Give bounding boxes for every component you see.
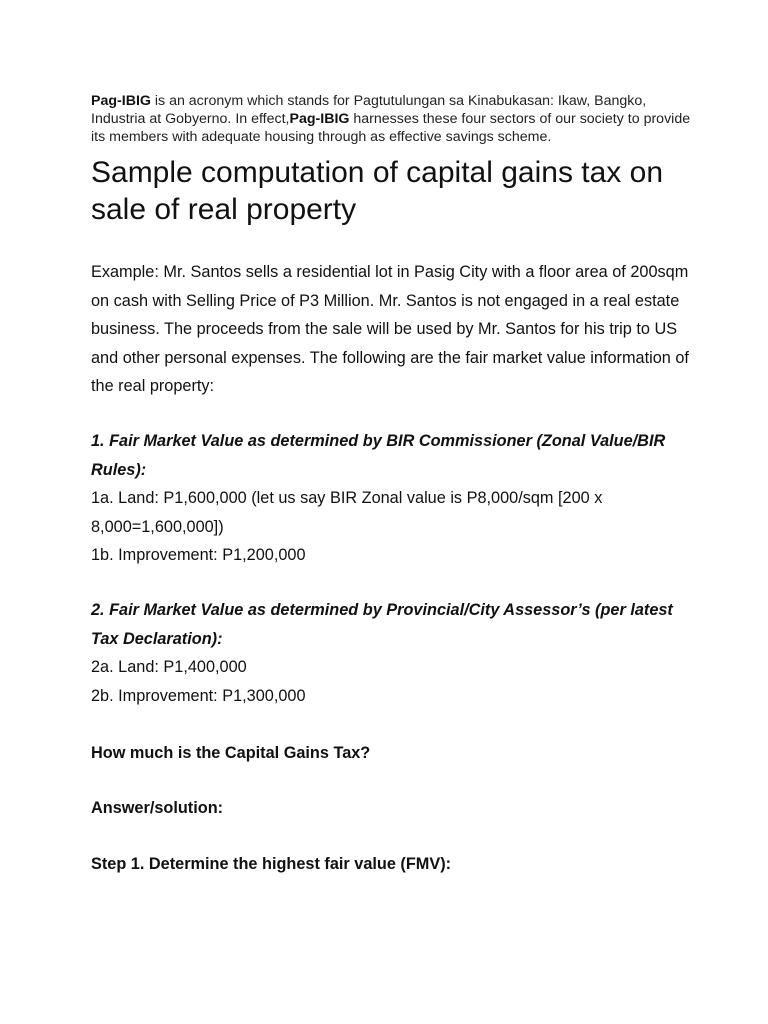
intro-text-1: is an acronym which stands for Pagtutulungan sa Kinabukasan: Ikaw, Bangko, Industria at Gobyerno. In effect, [91,93,647,127]
pagibig-term2-sep: - [315,111,321,127]
pagibig-term2-part1: Pag [289,111,316,127]
intro-paragraph [91,92,691,146]
section-assessor-improvement: 2b. Improvement: P1,300,000 [91,686,306,705]
pagibig-term-sep: - [117,93,122,109]
pagibig-term-part1: Pag [91,93,118,109]
answer-label: Answer/solution: [91,799,224,817]
pagibig-term-2 [289,111,349,127]
example-paragraph: Example: Mr. Santos sells a residential lot in Pasig City with a floor area of 200sqm on cash with Selling Price of P3 Million. Mr. Santos is not engaged in a real estate business. The proceeds from the sale will be used by Mr. Santos for his trip to US and other personal expenses. The following are the fair market value information of the real property: [91,263,689,395]
section-assessor-land: 2a. Land: P1,400,000 [91,658,247,676]
section-bir-improvement: 1b. Improvement: P1,200,000 [91,546,306,564]
section-assessor-fmv [91,596,691,710]
pagibig-term-part2: IBIG [121,93,151,109]
pagibig-term2-part2: IBIG [320,111,350,127]
question-heading: How much is the Capital Gains Tax? [91,744,371,762]
intro-text-2: harnesses these four sectors of our society to provide its members with adequate housing through as effective savings scheme. [91,111,691,145]
step1-heading: Step 1. Determine the highest fair value (FMV): [91,855,452,873]
section-bir-fmv [91,427,691,570]
section-assessor-heading: 2. Fair Market Value as determined by Provincial/City Assessor’s (per latest Tax Declaration): [91,601,673,648]
section-bir-land: 1a. Land: P1,600,000 (let us say BIR Zonal value is P8,000/sqm [200 x 8,000=1,600,000]) [91,489,603,536]
page-title: Sample computation of capital gains tax on sale of real property [91,156,664,226]
section-bir-heading: 1. Fair Market Value as determined by BIR Commissioner (Zonal Value/BIR Rules): [91,432,666,479]
pagibig-term [91,93,151,109]
